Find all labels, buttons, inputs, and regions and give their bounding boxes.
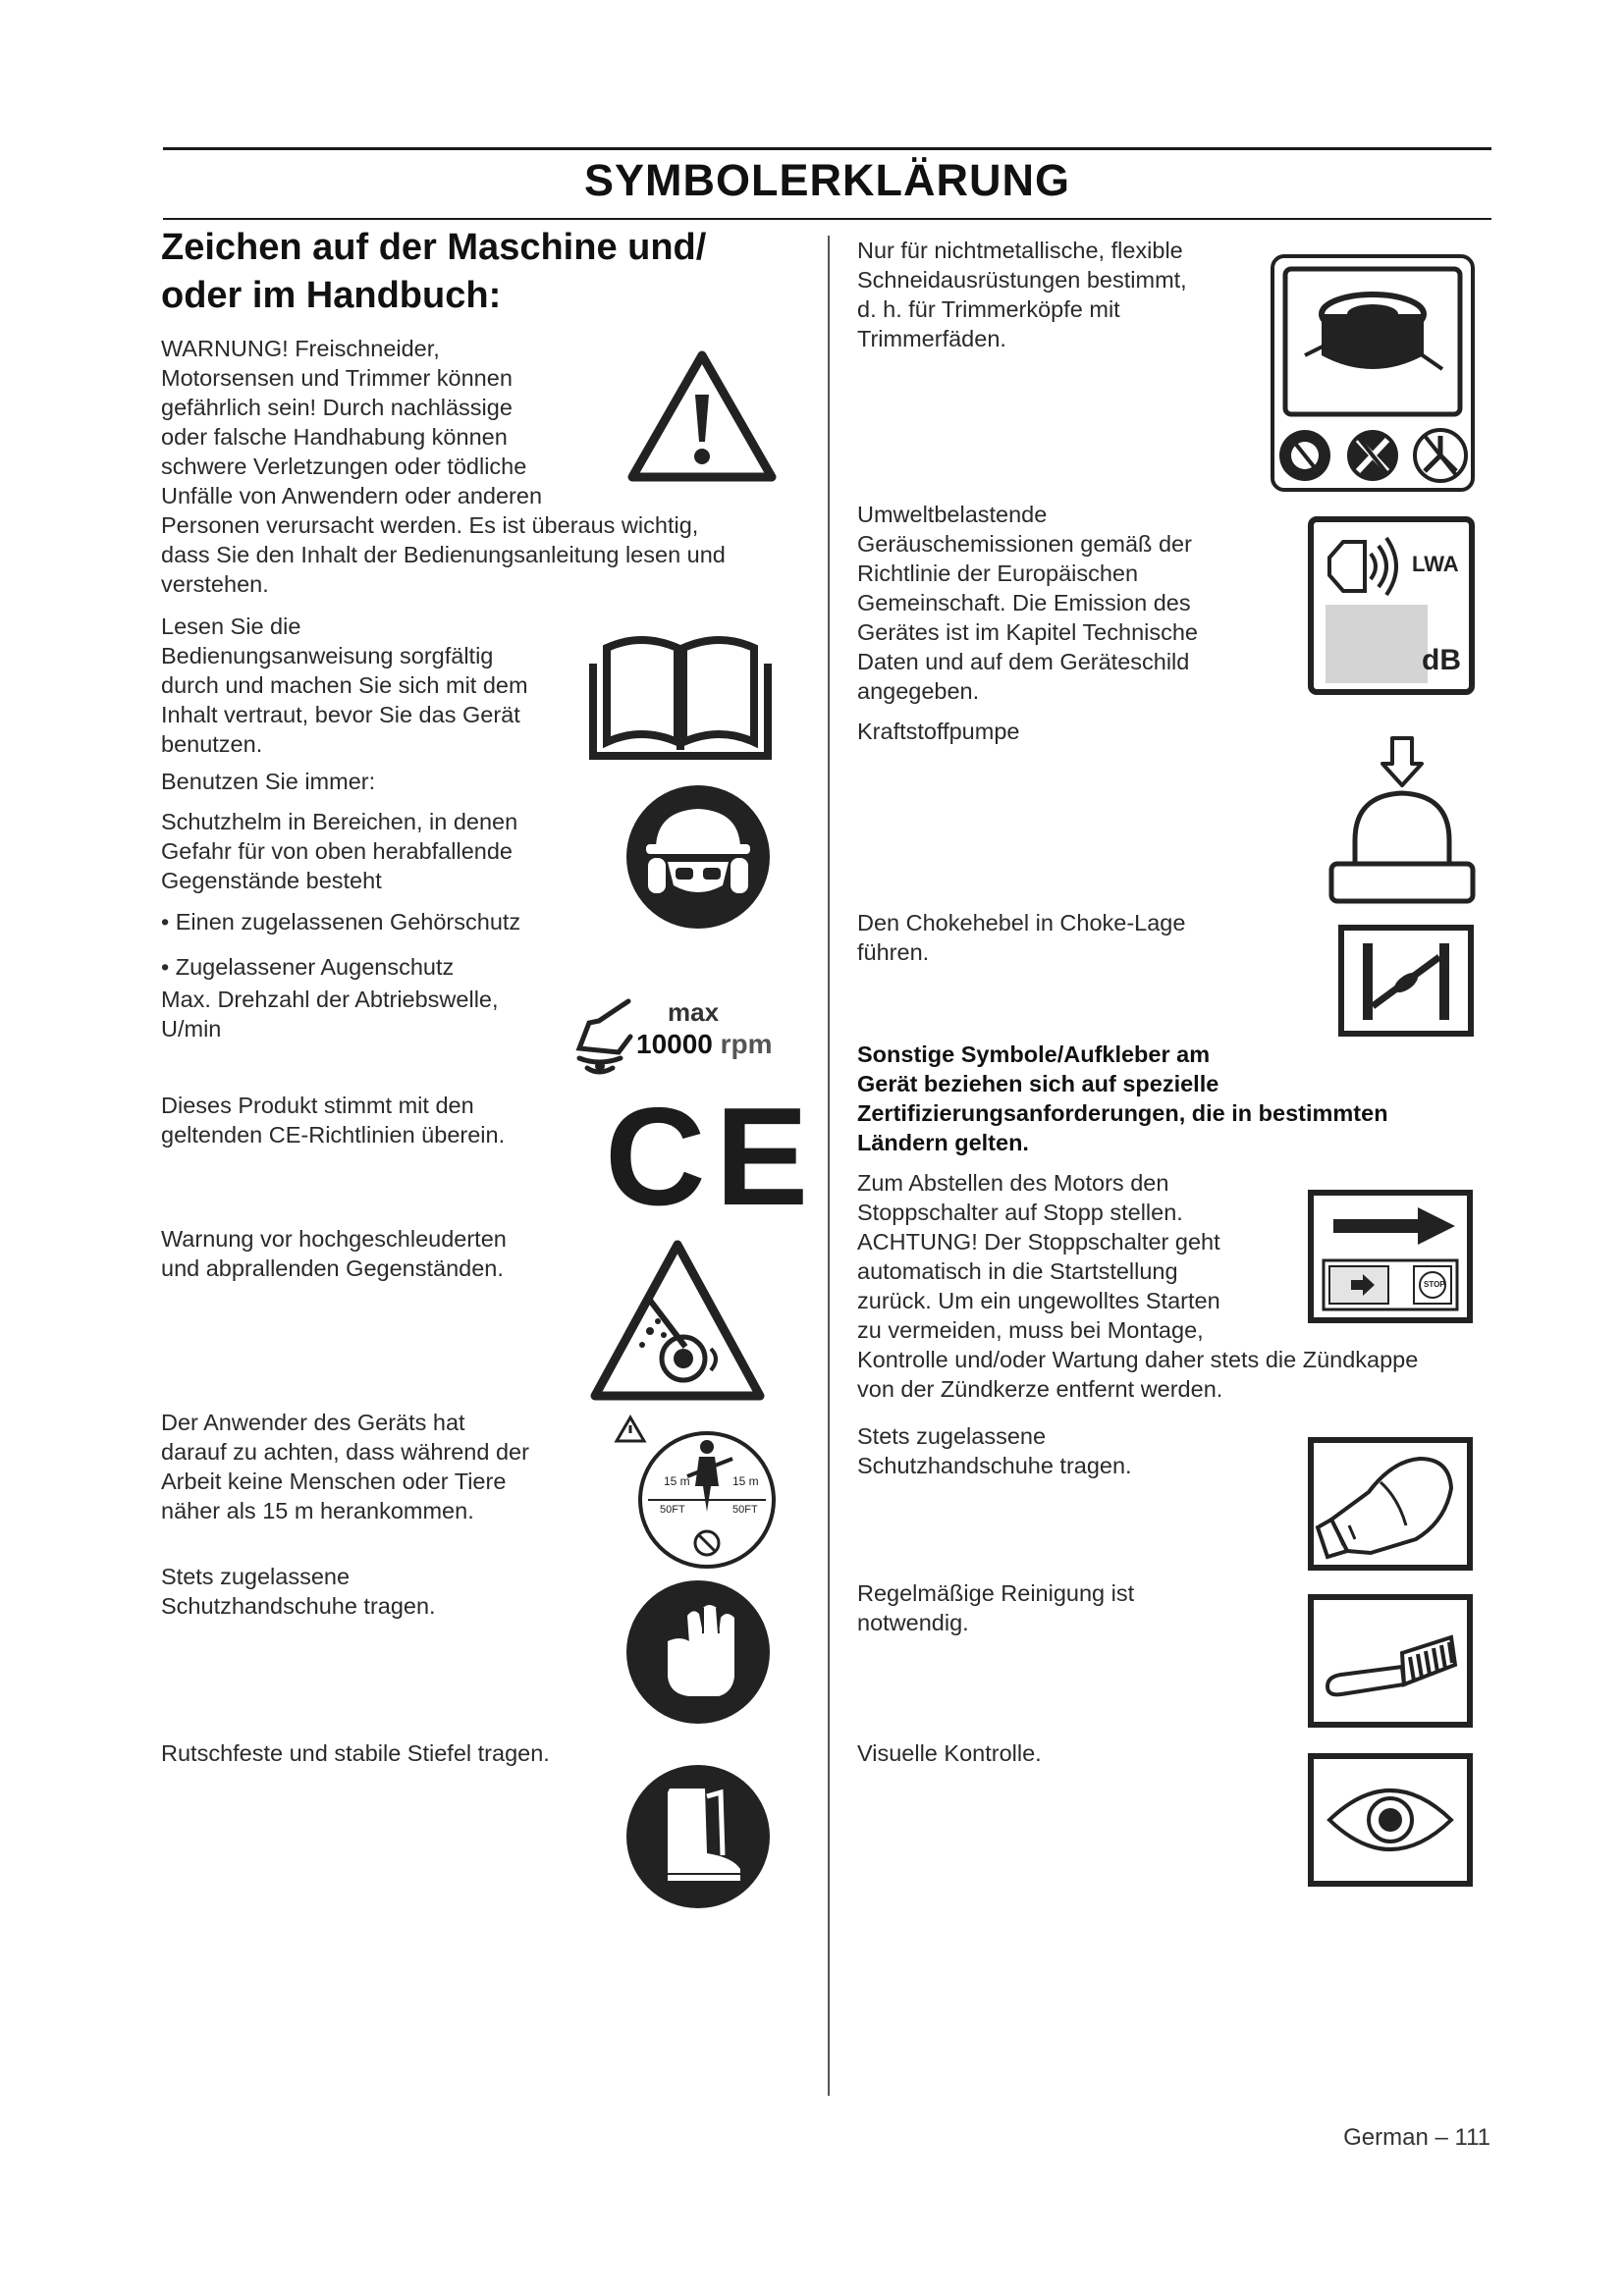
distance-ft-label: 50FT [732,1504,758,1516]
gloves-icon [624,1578,772,1726]
section-heading: Zeichen auf der Maschine und/ oder im Handbuch: [161,227,707,316]
column-divider [828,236,830,2096]
ce-mark-icon: CE [605,1079,819,1235]
choke-icon [1337,924,1475,1038]
visual-check-text: Visuelle Kontrolle. [857,1740,1042,1766]
stop-label: STOP [1424,1280,1445,1289]
rpm-max-label: max [668,997,720,1027]
db-label: dB [1422,644,1461,676]
warning-triangle-icon [626,349,778,483]
eye-icon [1308,1753,1473,1887]
safety-distance-icon [609,1414,785,1571]
manual-text: Lesen Sie die Bedienungsanweisung sorgfältig durch und machen Sie sich mit dem Inhalt vertraut, bevor Sie das Gerät benutzen. [161,614,528,757]
gloves-text-right: Stets zugelassene Schutzhandschuhe tragen. [857,1423,1132,1478]
distance-m-label: 15 m [664,1474,690,1488]
glove-sticker-icon [1308,1437,1473,1571]
brush-icon [1308,1594,1473,1728]
stop-switch-text-cont: Kontrolle und/oder Wartung daher stets die Zündkappe von der Zündkerze entfernt werden. [857,1347,1419,1402]
top-rule [163,147,1491,150]
distance-ft-label: 50FT [660,1504,685,1516]
noise-level-icon [1308,516,1475,695]
other-symbols-heading: Sonstige Symbole/Aufkleber am Gerät beziehen sich auf spezielle Zertifizierungsanforderungen, die in bestimmten Ländern gelten. [857,1041,1388,1155]
stop-switch-icon [1308,1190,1473,1323]
distance-m-label: 15 m [732,1474,759,1488]
use-always-text: Benutzen Sie immer: [161,769,376,794]
fuel-pump-icon [1327,734,1477,905]
stop-switch-text: Zum Abstellen des Motors den Stoppschalter auf Stopp stellen. ACHTUNG! Der Stoppschalter geht automatisch in die Startstellung zurück. Um ein ungewolltes Starten zu vermeiden, muss bei Montage, [857,1170,1220,1343]
rpm-unit: rpm [720,1029,773,1059]
noise-emission-text: Umweltbelastende Geräuschemissionen gemäß der Richtlinie der Europäischen Gemeinschaft. Die Emission des Gerätes ist im Kapitel Technische Daten und auf dem Geräteschild angegeben. [857,502,1199,704]
page-title: SYMBOLERKLÄRUNG [584,155,1070,205]
page-number: German – 111 [1343,2124,1490,2151]
rpm-text: Max. Drehzahl der Abtriebswelle, U/min [161,987,499,1041]
helmet-text: Schutzhelm in Bereichen, in denen Gefahr für von oben herabfallende Gegenstände besteht [161,809,518,893]
eye-protection-text: • Zugelassener Augenschutz [161,954,455,980]
trimmer-text: Nur für nichtmetallische, flexible Schneidausrüstungen bestimmt, d. h. für Trimmerköpfe mit Trimmerfäden. [857,238,1187,351]
protective-gear-icon [624,783,772,931]
warning-text: WARNUNG! Freischneider, Motorsensen und Trimmer können gefährlich sein! Durch nachlässige oder falsche Handhabung können schwere Verletzungen oder tödliche Unfälle von Anwendern oder anderen [161,336,543,508]
title-rule [163,218,1491,220]
gloves-text-left: Stets zugelassene Schutzhandschuhe tragen. [161,1564,436,1619]
ce-text: Dieses Produkt stimmt mit den geltenden CE-Richtlinien überein. [161,1093,506,1148]
lwa-label: LWA [1412,552,1459,576]
rpm-value: 10000 [636,1029,713,1059]
choke-text: Den Chokehebel in Choke-Lage führen. [857,910,1186,965]
safety-distance-text: Der Anwender des Geräts hat darauf zu achten, dass während der Arbeit keine Menschen oder Tiere näher als 15 m herankommen. [161,1410,529,1523]
boots-text: Rutschfeste und stabile Stiefel tragen. [161,1740,550,1766]
hearing-protection-text: • Einen zugelassenen Gehörschutz [161,909,521,934]
cleaning-text: Regelmäßige Reinigung ist notwendig. [857,1580,1135,1635]
warning-text-cont: Personen verursacht werden. Es ist überaus wichtig, dass Sie den Inhalt der Bedienungsanleitung lesen und verstehen. [161,512,726,597]
thrown-objects-text: Warnung vor hochgeschleuderten und abprallenden Gegenständen. [161,1226,507,1281]
manual-book-icon [587,626,774,764]
boots-icon [624,1763,772,1910]
thrown-objects-warning-icon [589,1239,766,1404]
trimmer-head-icon [1270,253,1476,493]
fuel-pump-text: Kraftstoffpumpe [857,719,1020,744]
